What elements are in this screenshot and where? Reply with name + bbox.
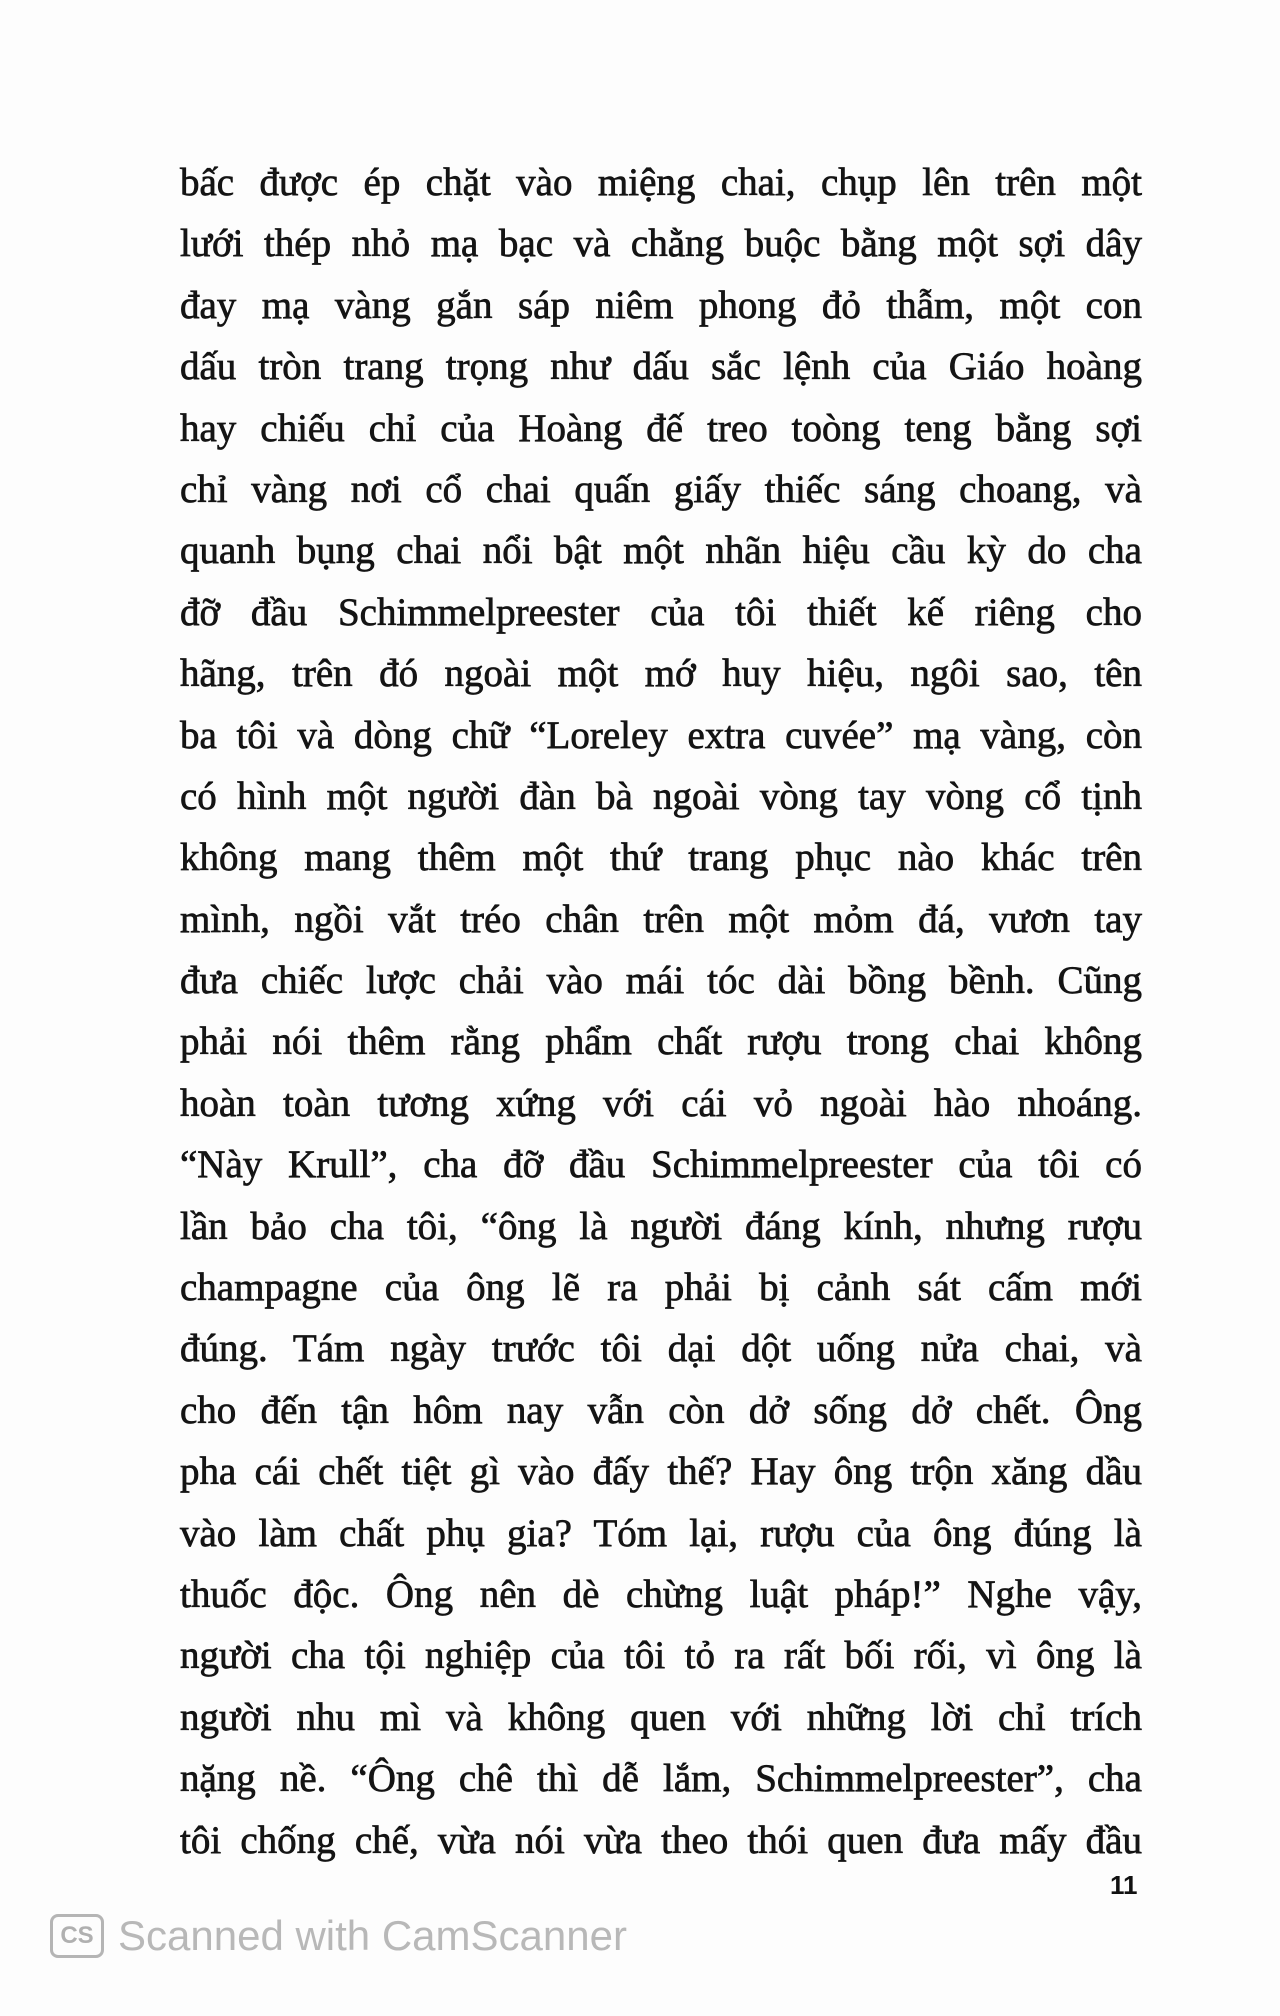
text-line: đưa chiếc lược chải vào mái tóc dài bồng bềnh. Cũng [180,959,1142,1003]
text-line: lần bảo cha tôi, “ông là người đáng kính, nhưng rượu [180,1204,1142,1248]
text-line: người nhu mì và không quen với những lời chỉ trích [180,1695,1142,1739]
text-line: chỉ vàng nơi cổ chai quấn giấy thiếc sáng choang, và [180,467,1142,511]
text-line: vào làm chất phụ gia? Tóm lại, rượu của ông đúng là [180,1511,1142,1555]
watermark-text: Scanned with CamScanner [118,1912,627,1959]
text-line: phải nói thêm rằng phẩm chất rượu trong chai không [180,1020,1142,1064]
text-line: champagne của ông lẽ ra phải bị cảnh sát cấm mới [180,1266,1142,1310]
text-line: đỡ đầu Schimmelpreester của tôi thiết kế riêng cho [180,590,1142,634]
text-line: tôi chống chế, vừa nói vừa theo thói quen đưa mấy đầu [180,1818,1142,1862]
camscanner-logo-icon: CS [50,1914,104,1958]
text-line: “Này Krull”, cha đỡ đầu Schimmelpreester của tôi có [180,1143,1142,1187]
text-line: không mang thêm một thứ trang phục nào khác trên [180,836,1142,880]
text-line: đúng. Tám ngày trước tôi dại dột uống nửa chai, và [180,1327,1142,1371]
text-line: bấc được ép chặt vào miệng chai, chụp lên trên một [180,161,1142,204]
text-line: quanh bụng chai nổi bật một nhãn hiệu cầu kỳ do cha [180,529,1142,573]
text-line: người cha tội nghiệp của tôi tỏ ra rất bối rối, vì ông là [180,1634,1142,1678]
text-line: dấu tròn trang trọng như dấu sắc lệnh của Giáo hoàng [180,345,1142,389]
body-text [180,152,1142,1871]
text-line: cho đến tận hôm nay vẫn còn dở sống dở chết. Ông [180,1388,1142,1432]
text-line: lưới thép nhỏ mạ bạc và chằng buộc bằng một sợi dây [180,222,1142,266]
text-line: thuốc độc. Ông nên dè chừng luật pháp!” Nghe vậy, [180,1572,1142,1616]
text-line: hoàn toàn tương xứng với cái vỏ ngoài hào nhoáng. [180,1081,1142,1125]
text-line: nặng nề. “Ông chê thì dễ lắm, Schimmelpreester”, cha [180,1757,1142,1801]
camscanner-watermark [50,1912,627,1960]
page-number: 11 [1110,1870,1138,1900]
text-line: pha cái chết tiệt gì vào đấy thế? Hay ông trộn xăng dầu [180,1450,1142,1494]
text-line: hãng, trên đó ngoài một mớ huy hiệu, ngôi sao, tên [180,652,1142,696]
text-line: ba tôi và dòng chữ “Loreley extra cuvée” mạ vàng, còn [180,713,1142,757]
text-line: mình, ngồi vắt tréo chân trên một mỏm đá, vươn tay [180,897,1142,941]
text-line: có hình một người đàn bà ngoài vòng tay vòng cổ tịnh [180,774,1142,818]
text-line: đay mạ vàng gắn sáp niêm phong đỏ thẫm, một con [180,283,1142,327]
text-line: hay chiếu chỉ của Hoàng đế treo toòng teng bằng sợi [180,406,1142,450]
